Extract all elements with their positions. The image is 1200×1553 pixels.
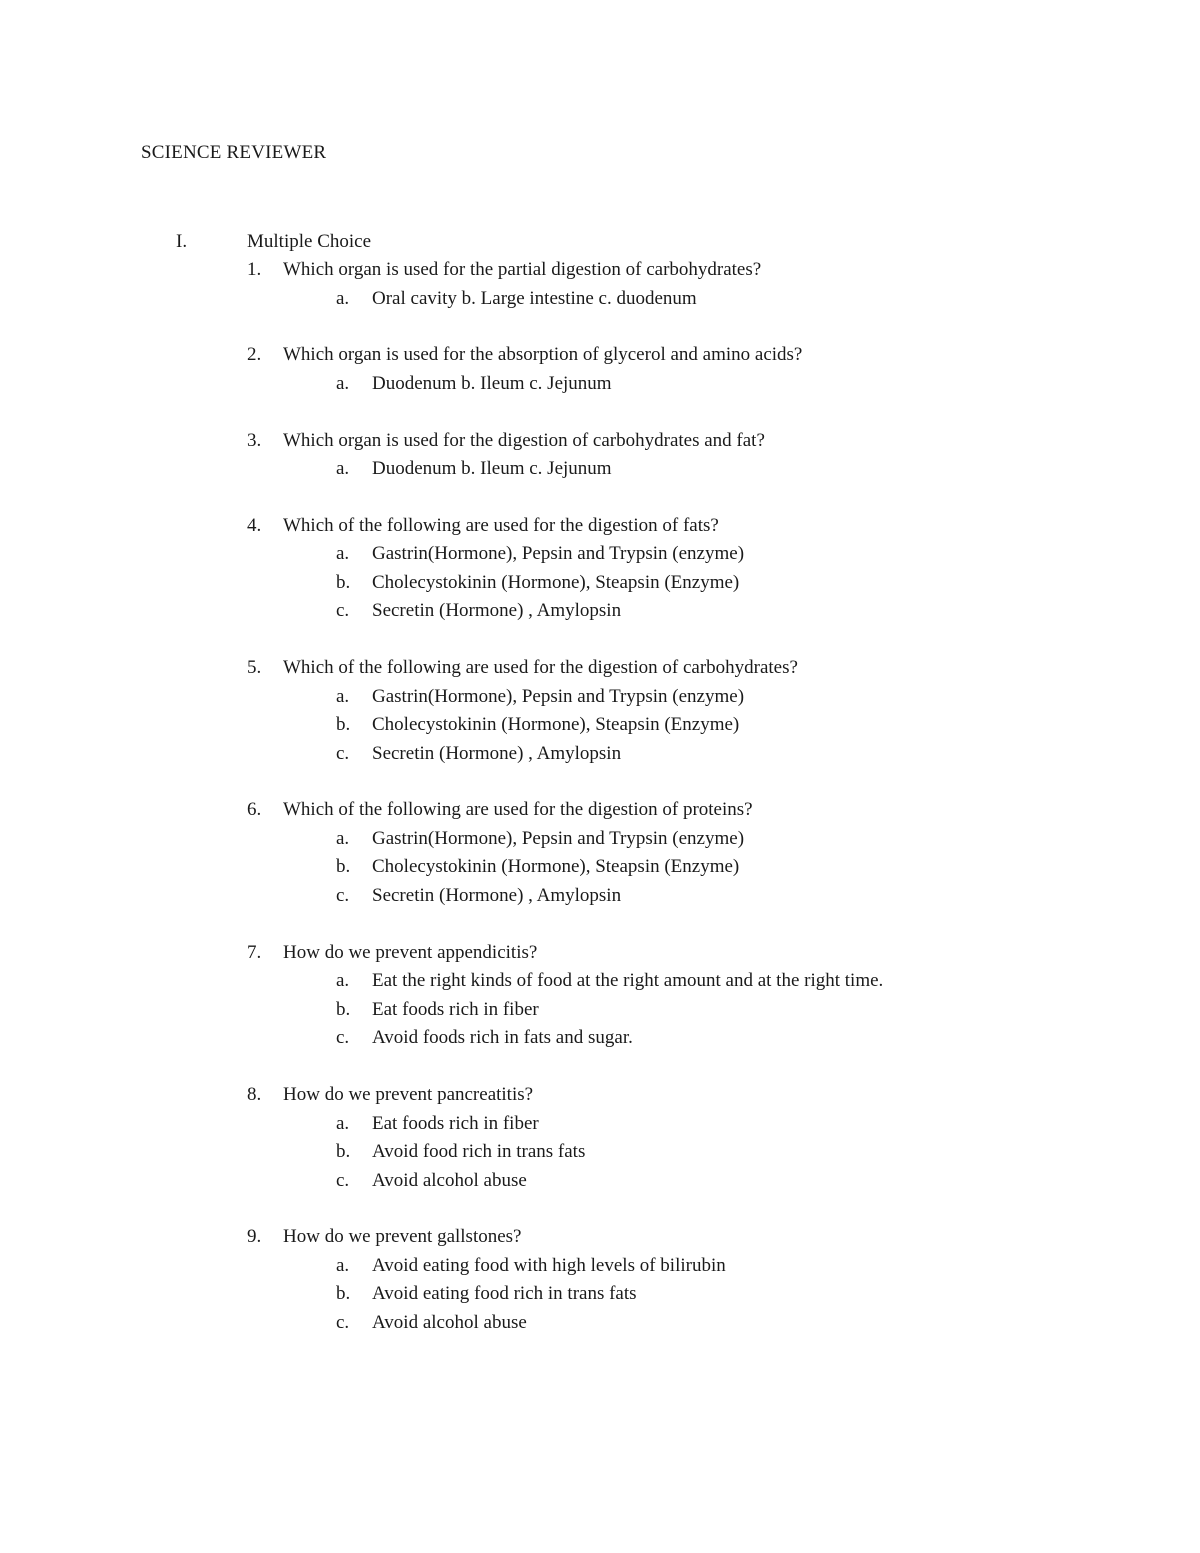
question-text: How do we prevent pancreatitis? bbox=[283, 1084, 534, 1106]
choice-letter: c. bbox=[336, 600, 350, 622]
question-number: 8. bbox=[247, 1084, 262, 1106]
answer-choice bbox=[0, 1283, 1200, 1312]
choice-text: Avoid eating food with high levels of bilirubin bbox=[372, 1254, 726, 1276]
section-title: Multiple Choice bbox=[247, 231, 372, 252]
question-item bbox=[0, 259, 1200, 288]
choice-letter: b. bbox=[336, 998, 351, 1020]
choice-text: Eat foods rich in fiber bbox=[372, 998, 539, 1020]
choice-letter: a. bbox=[336, 458, 350, 480]
answer-choice bbox=[0, 714, 1200, 743]
choice-letter: a. bbox=[336, 287, 350, 309]
question-text: Which of the following are used for the digestion of carbohydrates? bbox=[283, 657, 798, 679]
question-number: 7. bbox=[247, 941, 262, 963]
question-number: 3. bbox=[247, 429, 262, 451]
choice-letter: c. bbox=[336, 1169, 350, 1191]
question-text: Which organ is used for the partial digestion of carbohydrates? bbox=[283, 259, 762, 280]
choice-text: Gastrin(Hormone), Pepsin and Trypsin (enzyme) bbox=[372, 827, 745, 849]
question-number: 1. bbox=[247, 259, 262, 280]
choice-letter: b. bbox=[336, 571, 351, 593]
choice-letter: c. bbox=[336, 884, 350, 906]
answer-choice bbox=[0, 458, 1200, 487]
choice-letter: c. bbox=[336, 1311, 350, 1333]
choice-text: Cholecystokinin (Hormone), Steapsin (Enzyme) bbox=[372, 714, 740, 736]
question-text: Which organ is used for the absorption of glycerol and amino acids? bbox=[283, 344, 803, 366]
question-item bbox=[0, 430, 1200, 459]
question-text: Which organ is used for the digestion of carbohydrates and fat? bbox=[283, 429, 765, 451]
answer-choice bbox=[0, 373, 1200, 402]
choice-letter: b. bbox=[336, 1283, 351, 1305]
choice-text: Duodenum b. Ileum c. Jejunum bbox=[372, 372, 612, 394]
answer-choice bbox=[0, 970, 1200, 999]
choice-text: Oral cavity b. Large intestine c. duodenum bbox=[372, 287, 697, 309]
choice-text: Avoid eating food rich in trans fats bbox=[372, 1283, 637, 1305]
choice-text: Eat foods rich in fiber bbox=[372, 1112, 539, 1134]
answer-choice bbox=[0, 543, 1200, 572]
question-text: How do we prevent gallstones? bbox=[283, 1226, 522, 1248]
question-text: Which of the following are used for the digestion of proteins? bbox=[283, 799, 753, 821]
choice-text: Avoid alcohol abuse bbox=[372, 1169, 527, 1191]
question-spacer bbox=[0, 771, 1200, 799]
choice-letter: a. bbox=[336, 1254, 350, 1276]
question-item bbox=[0, 657, 1200, 686]
question-number: 6. bbox=[247, 799, 262, 821]
question-spacer bbox=[0, 1056, 1200, 1084]
choice-letter: b. bbox=[336, 714, 351, 736]
choice-letter: c. bbox=[336, 1027, 350, 1049]
document-title: SCIENCE REVIEWER bbox=[141, 142, 327, 163]
choice-text: Secretin (Hormone) , Amylopsin bbox=[372, 600, 622, 622]
question-spacer bbox=[0, 1198, 1200, 1226]
choice-text: Avoid alcohol abuse bbox=[372, 1311, 527, 1333]
choice-letter: a. bbox=[336, 1112, 350, 1134]
choice-letter: a. bbox=[336, 827, 350, 849]
question-number: 4. bbox=[247, 514, 262, 536]
question-number: 5. bbox=[247, 657, 262, 679]
question-spacer bbox=[0, 629, 1200, 657]
question-item bbox=[0, 344, 1200, 373]
question-text: Which of the following are used for the digestion of fats? bbox=[283, 514, 719, 536]
choice-letter: a. bbox=[336, 372, 350, 394]
question-spacer bbox=[0, 913, 1200, 941]
question-spacer bbox=[0, 487, 1200, 515]
answer-choice bbox=[0, 288, 1200, 317]
answer-choice bbox=[0, 600, 1200, 629]
answer-choice bbox=[0, 1312, 1200, 1341]
choice-text: Secretin (Hormone) , Amylopsin bbox=[372, 742, 622, 764]
choice-text: Gastrin(Hormone), Pepsin and Trypsin (enzyme) bbox=[372, 685, 745, 707]
question-item bbox=[0, 1226, 1200, 1255]
answer-choice bbox=[0, 1027, 1200, 1056]
answer-choice bbox=[0, 572, 1200, 601]
choice-text: Cholecystokinin (Hormone), Steapsin (Enzyme) bbox=[372, 856, 740, 878]
choice-text: Secretin (Hormone) , Amylopsin bbox=[372, 884, 622, 906]
choice-letter: b. bbox=[336, 856, 351, 878]
answer-choice bbox=[0, 856, 1200, 885]
choice-text: Gastrin(Hormone), Pepsin and Trypsin (enzyme) bbox=[372, 543, 745, 565]
choice-letter: a. bbox=[336, 970, 350, 992]
choice-text: Cholecystokinin (Hormone), Steapsin (Enzyme) bbox=[372, 571, 740, 593]
section-numeral: I. bbox=[176, 231, 188, 252]
choice-text: Avoid foods rich in fats and sugar. bbox=[372, 1027, 633, 1049]
choice-letter: a. bbox=[336, 543, 350, 565]
choice-letter: b. bbox=[336, 1141, 351, 1163]
question-number: 9. bbox=[247, 1226, 262, 1248]
answer-choice bbox=[0, 999, 1200, 1028]
question-item bbox=[0, 942, 1200, 971]
answer-choice bbox=[0, 686, 1200, 715]
answer-choice bbox=[0, 1170, 1200, 1199]
choice-letter: c. bbox=[336, 742, 350, 764]
question-item bbox=[0, 515, 1200, 544]
choice-text: Avoid food rich in trans fats bbox=[372, 1141, 586, 1163]
answer-choice bbox=[0, 1141, 1200, 1170]
question-list bbox=[0, 259, 1200, 1340]
answer-choice bbox=[0, 1255, 1200, 1284]
question-number: 2. bbox=[247, 344, 262, 366]
answer-choice bbox=[0, 743, 1200, 772]
question-item bbox=[0, 799, 1200, 828]
answer-choice bbox=[0, 828, 1200, 857]
choice-text: Duodenum b. Ileum c. Jejunum bbox=[372, 458, 612, 480]
answer-choice bbox=[0, 1113, 1200, 1142]
question-spacer bbox=[0, 316, 1200, 344]
question-spacer bbox=[0, 401, 1200, 429]
choice-letter: a. bbox=[336, 685, 350, 707]
question-text: How do we prevent appendicitis? bbox=[283, 941, 538, 963]
choice-text: Eat the right kinds of food at the right amount and at the right time. bbox=[372, 970, 884, 992]
answer-choice bbox=[0, 885, 1200, 914]
question-item bbox=[0, 1084, 1200, 1113]
